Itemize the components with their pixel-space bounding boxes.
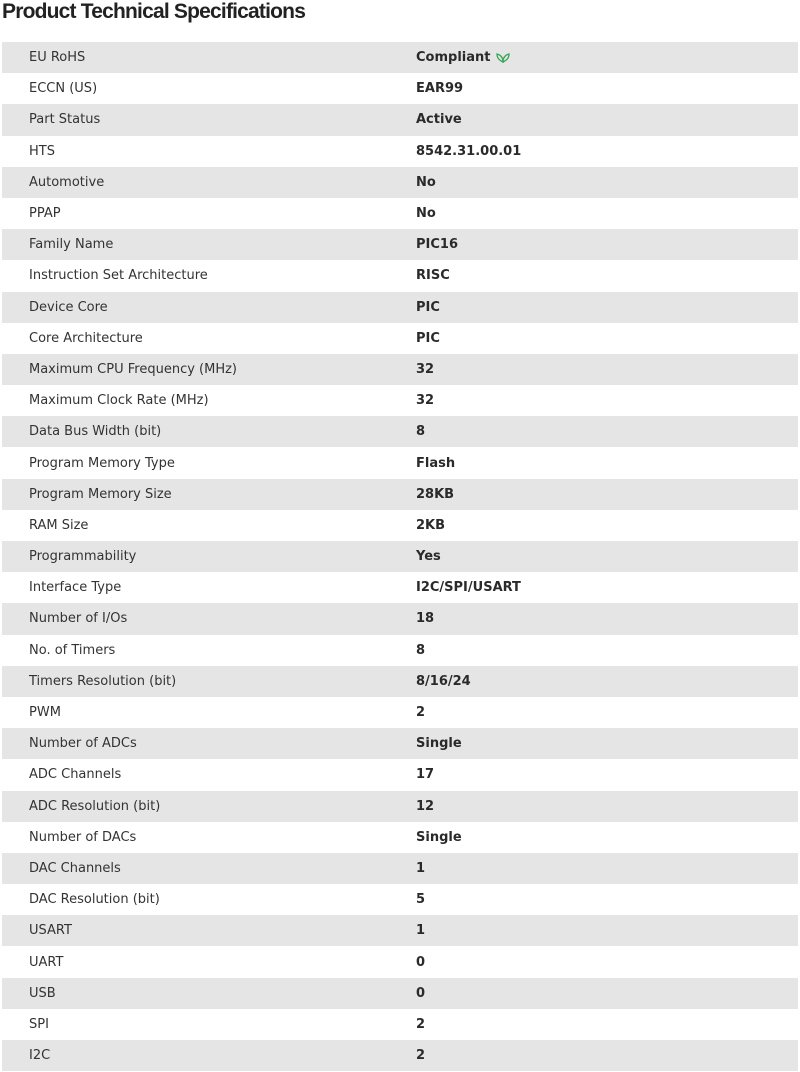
spec-row-timers-resolution	[2, 666, 798, 697]
spec-row-program-memory-type	[2, 447, 798, 478]
spec-label: No. of Timers	[29, 642, 116, 658]
spec-row-part-status	[2, 104, 798, 135]
spec-row-number-of-adcs	[2, 728, 798, 759]
spec-value: Flash	[416, 455, 456, 471]
spec-label: Instruction Set Architecture	[29, 268, 208, 284]
spec-value: 0	[416, 954, 426, 970]
spec-label: SPI	[29, 1016, 49, 1032]
spec-label: Programmability	[29, 549, 137, 565]
spec-label: Number of ADCs	[29, 736, 137, 752]
spec-value: 1	[416, 923, 426, 939]
spec-label: PWM	[29, 705, 61, 721]
spec-row-adc-channels	[2, 759, 798, 790]
spec-label: ADC Resolution (bit)	[29, 798, 161, 814]
spec-label: Data Bus Width (bit)	[29, 424, 162, 440]
spec-value: 5	[416, 892, 426, 908]
spec-row-ram-size	[2, 510, 798, 541]
spec-row-core-architecture	[2, 323, 798, 354]
spec-value: 28KB	[416, 486, 455, 502]
spec-row-ppap	[2, 198, 798, 229]
spec-row-i2c	[2, 1040, 798, 1071]
spec-value: PIC	[416, 330, 440, 346]
spec-value: Single	[416, 829, 462, 845]
leaf-icon	[496, 52, 510, 63]
spec-label: RAM Size	[29, 517, 89, 533]
spec-value: Active	[416, 112, 462, 128]
spec-label: Part Status	[29, 112, 101, 128]
spec-row-device-core	[2, 292, 798, 323]
spec-row-eccn	[2, 73, 798, 104]
spec-value: 2	[416, 1016, 426, 1032]
spec-row-number-of-dacs	[2, 822, 798, 853]
spec-label: Automotive	[29, 174, 105, 190]
spec-row-max-cpu-frequency	[2, 354, 798, 385]
spec-row-programmability	[2, 541, 798, 572]
spec-row-interface-type	[2, 572, 798, 603]
spec-table	[2, 42, 798, 1071]
spec-value: 8/16/24	[416, 673, 471, 689]
spec-label: Device Core	[29, 299, 108, 315]
spec-value: EAR99	[416, 81, 464, 97]
spec-row-automotive	[2, 167, 798, 198]
spec-row-no-of-timers	[2, 635, 798, 666]
spec-row-usart	[2, 915, 798, 946]
spec-row-usb	[2, 978, 798, 1009]
spec-value: 17	[416, 767, 435, 783]
spec-row-spi	[2, 1009, 798, 1040]
spec-value: 32	[416, 361, 435, 377]
page-title: Product Technical Specifications	[2, 0, 306, 23]
spec-label: Interface Type	[29, 580, 122, 596]
spec-value: Single	[416, 736, 462, 752]
spec-label: ADC Channels	[29, 767, 122, 783]
spec-value: Yes	[416, 549, 441, 565]
spec-value: 1	[416, 860, 426, 876]
spec-value: I2C/SPI/USART	[416, 580, 521, 596]
spec-row-family-name	[2, 229, 798, 260]
spec-label: Number of DACs	[29, 829, 137, 845]
spec-value: 2KB	[416, 517, 446, 533]
spec-value: 18	[416, 611, 435, 627]
spec-row-max-clock-rate	[2, 385, 798, 416]
spec-row-hts	[2, 136, 798, 167]
spec-value-text: Compliant	[416, 50, 491, 66]
spec-label: Maximum CPU Frequency (MHz)	[29, 361, 237, 377]
spec-value: 2	[416, 1048, 426, 1064]
spec-value: 8542.31.00.01	[416, 143, 522, 159]
spec-label: USART	[29, 923, 72, 939]
spec-row-program-memory-size	[2, 479, 798, 510]
spec-value: 8	[416, 642, 426, 658]
spec-row-dac-channels	[2, 853, 798, 884]
spec-label: UART	[29, 954, 64, 970]
spec-label: Core Architecture	[29, 330, 143, 346]
spec-label: ECCN (US)	[29, 81, 98, 97]
spec-row-number-of-ios	[2, 603, 798, 634]
spec-label: Number of I/Os	[29, 611, 128, 627]
spec-label: I2C	[29, 1048, 51, 1064]
spec-value: 8	[416, 424, 426, 440]
spec-label: PPAP	[29, 206, 61, 222]
spec-value: 0	[416, 985, 426, 1001]
spec-value: 12	[416, 798, 435, 814]
spec-label: DAC Resolution (bit)	[29, 892, 160, 908]
spec-row-instruction-set	[2, 260, 798, 291]
spec-value: 2	[416, 705, 426, 721]
spec-label: Program Memory Size	[29, 486, 172, 502]
spec-row-data-bus-width	[2, 416, 798, 447]
spec-value: No	[416, 174, 436, 190]
spec-value: PIC16	[416, 237, 458, 253]
spec-value	[389, 50, 798, 65]
spec-label: USB	[29, 985, 56, 1001]
spec-label: HTS	[29, 143, 55, 159]
spec-value: RISC	[416, 268, 450, 284]
spec-row-pwm	[2, 697, 798, 728]
spec-label: Family Name	[29, 237, 114, 253]
spec-row-dac-resolution	[2, 884, 798, 915]
spec-label: EU RoHS	[29, 50, 86, 66]
spec-label: Maximum Clock Rate (MHz)	[29, 393, 209, 409]
spec-row-adc-resolution	[2, 791, 798, 822]
spec-row-uart	[2, 946, 798, 977]
spec-row-eu-rohs	[2, 42, 798, 73]
spec-value: No	[416, 206, 436, 222]
spec-value: 32	[416, 393, 435, 409]
spec-label: DAC Channels	[29, 860, 121, 876]
spec-label: Timers Resolution (bit)	[29, 673, 177, 689]
spec-label: Program Memory Type	[29, 455, 175, 471]
spec-value: PIC	[416, 299, 440, 315]
